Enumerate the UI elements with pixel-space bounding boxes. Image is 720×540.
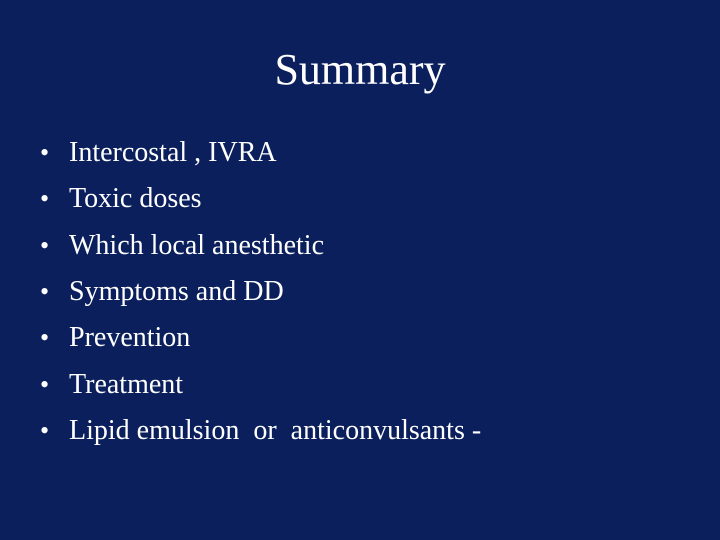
bullet-icon: •: [40, 138, 50, 168]
bullet-text: Lipid emulsion or anticonvulsants -: [69, 414, 482, 446]
slide-title: Summary: [274, 45, 446, 94]
bullet-item: [40, 315, 481, 361]
bullet-text: Prevention: [69, 322, 191, 354]
bullet-icon: •: [40, 323, 50, 353]
bullet-icon: •: [40, 230, 50, 260]
bullet-item: [40, 269, 481, 315]
bullet-icon: •: [40, 415, 50, 445]
bullet-item: [40, 361, 481, 407]
bullet-list: [40, 130, 481, 454]
bullet-icon: •: [40, 277, 50, 307]
bullet-item: [40, 408, 481, 454]
bullet-text: Intercostal , IVRA: [69, 137, 277, 169]
bullet-text: Treatment: [69, 368, 184, 400]
bullet-text: Toxic doses: [69, 183, 202, 215]
bullet-text: Symptoms and DD: [69, 276, 284, 308]
bullet-text: Which local anesthetic: [69, 229, 324, 261]
bullet-icon: •: [40, 184, 50, 214]
bullet-item: [40, 223, 481, 269]
bullet-icon: •: [40, 369, 50, 399]
bullet-item: [40, 130, 481, 176]
bullet-item: [40, 176, 481, 222]
